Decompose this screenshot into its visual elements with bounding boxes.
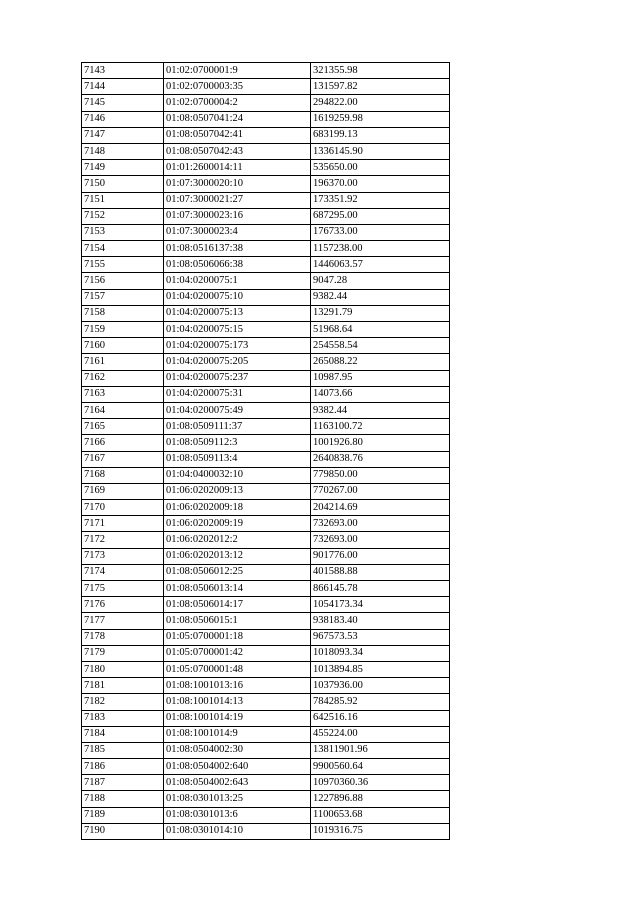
cadastral-number-cell: 01:08:0504002:643 — [164, 775, 311, 791]
cadastral-number-cell: 01:08:0507042:43 — [164, 143, 311, 159]
row-number-cell: 7156 — [82, 273, 164, 289]
table-row — [82, 402, 450, 418]
row-number-cell: 7181 — [82, 678, 164, 694]
table-row — [82, 176, 450, 192]
cadastral-number-cell: 01:04:0200075:49 — [164, 402, 311, 418]
value-cell: 1019316.75 — [311, 823, 450, 839]
row-number-cell: 7167 — [82, 451, 164, 467]
cadastral-number-cell: 01:06:0202009:13 — [164, 483, 311, 499]
table-row — [82, 63, 450, 79]
value-cell: 196370.00 — [311, 176, 450, 192]
table-row — [82, 224, 450, 240]
cadastral-number-cell: 01:06:0202012:2 — [164, 532, 311, 548]
cadastral-number-cell: 01:08:0507042:41 — [164, 127, 311, 143]
table-row — [82, 79, 450, 95]
cadastral-number-cell: 01:08:0506014:17 — [164, 597, 311, 613]
row-number-cell: 7147 — [82, 127, 164, 143]
value-cell: 455224.00 — [311, 726, 450, 742]
row-number-cell: 7148 — [82, 143, 164, 159]
row-number-cell: 7152 — [82, 208, 164, 224]
value-cell: 642516.16 — [311, 710, 450, 726]
value-cell: 1163100.72 — [311, 419, 450, 435]
table-row — [82, 759, 450, 775]
table-row — [82, 289, 450, 305]
value-cell: 10970360.36 — [311, 775, 450, 791]
table-row — [82, 823, 450, 839]
table-row — [82, 370, 450, 386]
table-row — [82, 678, 450, 694]
value-cell: 13291.79 — [311, 305, 450, 321]
cadastral-number-cell: 01:08:1001013:16 — [164, 678, 311, 694]
row-number-cell: 7173 — [82, 548, 164, 564]
value-cell: 2640838.76 — [311, 451, 450, 467]
table-row — [82, 386, 450, 402]
value-cell: 1336145.90 — [311, 143, 450, 159]
table-row — [82, 143, 450, 159]
table-row — [82, 694, 450, 710]
row-number-cell: 7161 — [82, 354, 164, 370]
row-number-cell: 7185 — [82, 742, 164, 758]
row-number-cell: 7151 — [82, 192, 164, 208]
cadastral-number-cell: 01:08:0506015:1 — [164, 613, 311, 629]
row-number-cell: 7158 — [82, 305, 164, 321]
value-cell: 1054173.34 — [311, 597, 450, 613]
cadastral-number-cell: 01:08:0506012:25 — [164, 564, 311, 580]
cadastral-number-cell: 01:08:0301013:25 — [164, 791, 311, 807]
cadastral-number-cell: 01:08:0504002:640 — [164, 759, 311, 775]
row-number-cell: 7189 — [82, 807, 164, 823]
table-row — [82, 581, 450, 597]
row-number-cell: 7153 — [82, 224, 164, 240]
table-row — [82, 273, 450, 289]
table-row — [82, 160, 450, 176]
cadastral-number-cell: 01:06:0202009:18 — [164, 500, 311, 516]
cadastral-number-cell: 01:08:1001014:19 — [164, 710, 311, 726]
row-number-cell: 7146 — [82, 111, 164, 127]
cadastral-number-cell: 01:08:0507041:24 — [164, 111, 311, 127]
row-number-cell: 7182 — [82, 694, 164, 710]
cadastral-number-cell: 01:08:1001014:13 — [164, 694, 311, 710]
cadastral-number-cell: 01:08:0509113:4 — [164, 451, 311, 467]
value-cell: 1446063.57 — [311, 257, 450, 273]
cadastral-number-cell: 01:05:0700001:42 — [164, 645, 311, 661]
cadastral-number-cell: 01:04:0400032:10 — [164, 467, 311, 483]
row-number-cell: 7164 — [82, 402, 164, 418]
value-cell: 10987.95 — [311, 370, 450, 386]
cadastral-number-cell: 01:02:0700003:35 — [164, 79, 311, 95]
table-row — [82, 208, 450, 224]
table-row — [82, 111, 450, 127]
value-cell: 1619259.98 — [311, 111, 450, 127]
value-cell: 294822.00 — [311, 95, 450, 111]
row-number-cell: 7143 — [82, 63, 164, 79]
value-cell: 535650.00 — [311, 160, 450, 176]
value-cell: 1037936.00 — [311, 678, 450, 694]
table-row — [82, 661, 450, 677]
row-number-cell: 7149 — [82, 160, 164, 176]
row-number-cell: 7184 — [82, 726, 164, 742]
table-row — [82, 791, 450, 807]
value-cell: 176733.00 — [311, 224, 450, 240]
value-cell: 51968.64 — [311, 322, 450, 338]
cadastral-number-cell: 01:04:0200075:237 — [164, 370, 311, 386]
cadastral-number-cell: 01:08:0301013:6 — [164, 807, 311, 823]
row-number-cell: 7176 — [82, 597, 164, 613]
cadastral-number-cell: 01:04:0200075:13 — [164, 305, 311, 321]
row-number-cell: 7145 — [82, 95, 164, 111]
cadastral-number-cell: 01:08:0301014:10 — [164, 823, 311, 839]
value-cell: 13811901.96 — [311, 742, 450, 758]
value-cell: 9382.44 — [311, 402, 450, 418]
data-table — [81, 62, 450, 840]
value-cell: 683199.13 — [311, 127, 450, 143]
value-cell: 1100653.68 — [311, 807, 450, 823]
cadastral-number-cell: 01:06:0202009:19 — [164, 516, 311, 532]
table-row — [82, 726, 450, 742]
table-row — [82, 305, 450, 321]
row-number-cell: 7190 — [82, 823, 164, 839]
table-row — [82, 338, 450, 354]
table-row — [82, 564, 450, 580]
table-row — [82, 710, 450, 726]
table-row — [82, 419, 450, 435]
value-cell: 321355.98 — [311, 63, 450, 79]
row-number-cell: 7188 — [82, 791, 164, 807]
cadastral-number-cell: 01:02:0700001:9 — [164, 63, 311, 79]
row-number-cell: 7166 — [82, 435, 164, 451]
row-number-cell: 7144 — [82, 79, 164, 95]
value-cell: 779850.00 — [311, 467, 450, 483]
value-cell: 254558.54 — [311, 338, 450, 354]
value-cell: 901776.00 — [311, 548, 450, 564]
cadastral-number-cell: 01:08:0504002:30 — [164, 742, 311, 758]
table-body — [82, 63, 450, 840]
value-cell: 9900560.64 — [311, 759, 450, 775]
table-row — [82, 483, 450, 499]
table-row — [82, 322, 450, 338]
row-number-cell: 7187 — [82, 775, 164, 791]
table-row — [82, 127, 450, 143]
row-number-cell: 7150 — [82, 176, 164, 192]
table-row — [82, 467, 450, 483]
cadastral-number-cell: 01:04:0200075:205 — [164, 354, 311, 370]
row-number-cell: 7186 — [82, 759, 164, 775]
table-row — [82, 451, 450, 467]
table-row — [82, 807, 450, 823]
value-cell: 784285.92 — [311, 694, 450, 710]
row-number-cell: 7163 — [82, 386, 164, 402]
cadastral-number-cell: 01:04:0200075:10 — [164, 289, 311, 305]
cadastral-number-cell: 01:07:3000021:27 — [164, 192, 311, 208]
cadastral-number-cell: 01:04:0200075:173 — [164, 338, 311, 354]
table-row — [82, 742, 450, 758]
value-cell: 866145.78 — [311, 581, 450, 597]
value-cell: 967573.53 — [311, 629, 450, 645]
cadastral-number-cell: 01:07:3000023:16 — [164, 208, 311, 224]
cadastral-number-cell: 01:08:0506013:14 — [164, 581, 311, 597]
row-number-cell: 7168 — [82, 467, 164, 483]
cadastral-number-cell: 01:05:0700001:48 — [164, 661, 311, 677]
table-row — [82, 435, 450, 451]
row-number-cell: 7180 — [82, 661, 164, 677]
table-row — [82, 629, 450, 645]
table-row — [82, 597, 450, 613]
cadastral-number-cell: 01:01:2600014:11 — [164, 160, 311, 176]
cadastral-number-cell: 01:08:0506066:38 — [164, 257, 311, 273]
value-cell: 687295.00 — [311, 208, 450, 224]
row-number-cell: 7175 — [82, 581, 164, 597]
cadastral-number-cell: 01:02:0700004:2 — [164, 95, 311, 111]
row-number-cell: 7174 — [82, 564, 164, 580]
value-cell: 732693.00 — [311, 532, 450, 548]
value-cell: 1227896.88 — [311, 791, 450, 807]
row-number-cell: 7179 — [82, 645, 164, 661]
cadastral-number-cell: 01:04:0200075:31 — [164, 386, 311, 402]
row-number-cell: 7178 — [82, 629, 164, 645]
cadastral-number-cell: 01:05:0700001:18 — [164, 629, 311, 645]
cadastral-number-cell: 01:07:3000023:4 — [164, 224, 311, 240]
row-number-cell: 7162 — [82, 370, 164, 386]
table-row — [82, 613, 450, 629]
cadastral-number-cell: 01:04:0200075:1 — [164, 273, 311, 289]
row-number-cell: 7170 — [82, 500, 164, 516]
table-row — [82, 532, 450, 548]
table-row — [82, 241, 450, 257]
cadastral-number-cell: 01:08:0516137:38 — [164, 241, 311, 257]
row-number-cell: 7177 — [82, 613, 164, 629]
table-row — [82, 257, 450, 273]
row-number-cell: 7171 — [82, 516, 164, 532]
value-cell: 131597.82 — [311, 79, 450, 95]
cadastral-number-cell: 01:08:0509112:3 — [164, 435, 311, 451]
value-cell: 14073.66 — [311, 386, 450, 402]
row-number-cell: 7165 — [82, 419, 164, 435]
table-row — [82, 516, 450, 532]
value-cell: 1157238.00 — [311, 241, 450, 257]
value-cell: 1001926.80 — [311, 435, 450, 451]
row-number-cell: 7169 — [82, 483, 164, 499]
row-number-cell: 7183 — [82, 710, 164, 726]
row-number-cell: 7155 — [82, 257, 164, 273]
value-cell: 732693.00 — [311, 516, 450, 532]
cadastral-number-cell: 01:06:0202013:12 — [164, 548, 311, 564]
value-cell: 1013894.85 — [311, 661, 450, 677]
cadastral-number-cell: 01:07:3000020:10 — [164, 176, 311, 192]
table-row — [82, 775, 450, 791]
cadastral-number-cell: 01:08:0509111:37 — [164, 419, 311, 435]
value-cell: 9382.44 — [311, 289, 450, 305]
row-number-cell: 7159 — [82, 322, 164, 338]
value-cell: 204214.69 — [311, 500, 450, 516]
table-row — [82, 548, 450, 564]
cadastral-number-cell: 01:04:0200075:15 — [164, 322, 311, 338]
value-cell: 9047.28 — [311, 273, 450, 289]
row-number-cell: 7157 — [82, 289, 164, 305]
table-row — [82, 95, 450, 111]
value-cell: 770267.00 — [311, 483, 450, 499]
row-number-cell: 7154 — [82, 241, 164, 257]
value-cell: 401588.88 — [311, 564, 450, 580]
value-cell: 173351.92 — [311, 192, 450, 208]
table-row — [82, 500, 450, 516]
value-cell: 938183.40 — [311, 613, 450, 629]
value-cell: 1018093.34 — [311, 645, 450, 661]
row-number-cell: 7172 — [82, 532, 164, 548]
table-row — [82, 192, 450, 208]
table-row — [82, 354, 450, 370]
table-row — [82, 645, 450, 661]
cadastral-number-cell: 01:08:1001014:9 — [164, 726, 311, 742]
row-number-cell: 7160 — [82, 338, 164, 354]
value-cell: 265088.22 — [311, 354, 450, 370]
